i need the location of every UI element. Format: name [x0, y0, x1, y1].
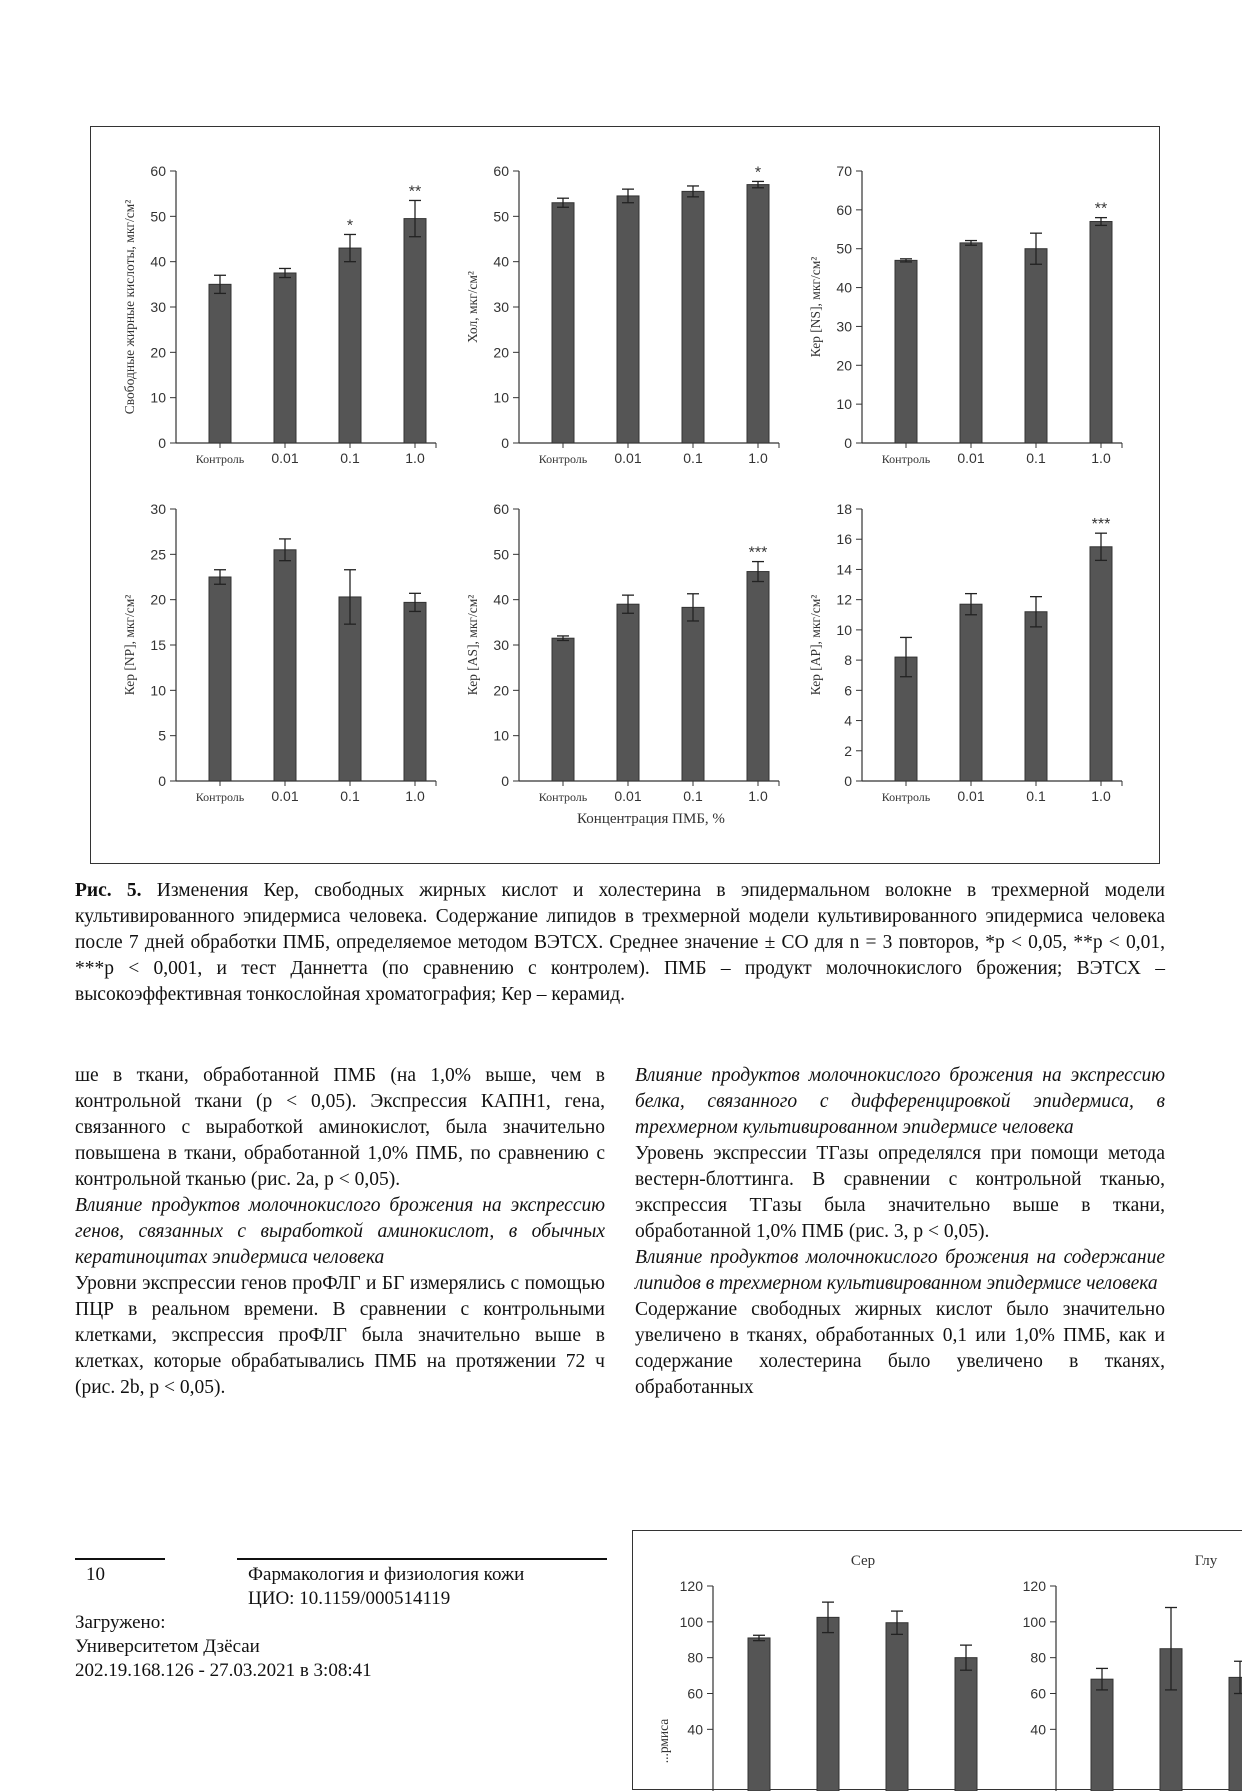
bar [960, 243, 982, 443]
chart-1 [122, 163, 436, 466]
y-tick-label: 14 [836, 561, 852, 578]
bar [274, 550, 296, 781]
bar [209, 284, 231, 443]
bar [747, 572, 769, 781]
bar [895, 260, 917, 443]
figure-5-panel [90, 126, 1160, 864]
y-tick-label: 30 [493, 299, 509, 315]
bar [617, 604, 639, 781]
chart-6 [808, 501, 1122, 804]
y-tick-label: 40 [493, 253, 509, 270]
page-number: 10 [86, 1564, 105, 1585]
y-axis-label: ...рмиса [656, 1718, 671, 1764]
significance-label: ** [408, 183, 422, 201]
x-tick-label: 0.01 [614, 450, 642, 466]
chart-3 [808, 163, 1122, 466]
y-tick-label: 5 [158, 727, 166, 744]
y-tick-label: 40 [687, 1721, 703, 1738]
right-section-heading-1: Влияние продуктов молочнокислого брожения на экспрессию белка, связанного с дифференцировкой эпидермиса, в трехмерном культивированном эпидермисе человека [635, 1065, 1165, 1138]
x-tick-label: 1.0 [405, 450, 425, 466]
figure-5-charts [91, 127, 1161, 865]
x-tick-label: Контроль [538, 452, 588, 466]
y-tick-label: 30 [836, 318, 852, 335]
bar [617, 196, 639, 443]
x-tick-label: Контроль [881, 452, 931, 466]
significance-label: *** [1091, 516, 1111, 534]
y-axis-label: Свободные жирные кислоты, мкг/см² [122, 199, 137, 415]
downloaded-info: 202.19.168.126 - 27.03.2021 в 3:08:41 [75, 1660, 372, 1681]
y-tick-label: 20 [493, 344, 509, 361]
y-tick-label: 20 [836, 357, 852, 374]
y-tick-label: 0 [158, 435, 166, 451]
x-tick-label: 0.1 [340, 450, 360, 466]
bar [274, 273, 296, 443]
right-section-heading-2: Влияние продуктов молочнокислого брожения на содержание липидов в трехмерном культивированном эпидермисе человека [635, 1247, 1165, 1294]
journal-name: Фармакология и физиология кожи [248, 1564, 525, 1585]
figure-caption [75, 878, 1165, 1008]
y-tick-label: 80 [1030, 1649, 1046, 1666]
chart-4 [122, 501, 436, 804]
y-tick-label: 60 [1030, 1685, 1046, 1702]
bar [1025, 249, 1047, 443]
bar [1090, 222, 1112, 443]
bar [747, 185, 769, 443]
y-tick-label: 10 [836, 396, 852, 413]
y-tick-label: 60 [836, 201, 852, 218]
y-tick-label: 60 [687, 1685, 703, 1702]
significance-label: * [754, 164, 762, 182]
next-figure-panel [632, 1530, 1242, 1790]
y-tick-label: 50 [836, 240, 852, 257]
y-tick-label: 8 [844, 652, 852, 669]
bar [552, 638, 574, 781]
bar [1091, 1679, 1113, 1791]
x-tick-label: 0.1 [683, 788, 703, 804]
significance-label: * [346, 217, 354, 235]
y-tick-label: 40 [150, 253, 166, 270]
y-tick-label: 40 [493, 591, 509, 608]
x-tick-label: Контроль [538, 790, 588, 804]
x-tick-label: 0.01 [957, 788, 985, 804]
y-tick-label: 10 [150, 389, 166, 406]
bar [552, 203, 574, 443]
y-axis-label: Хол, мкг/см² [465, 271, 480, 343]
y-axis-label: Кер [AS], мкг/см² [465, 594, 480, 696]
x-tick-label: 0.01 [957, 450, 985, 466]
y-tick-label: 16 [836, 531, 852, 548]
x-tick-label: Контроль [881, 790, 931, 804]
x-tick-label: 1.0 [748, 788, 768, 804]
y-tick-label: 120 [679, 1578, 703, 1594]
bar [339, 248, 361, 443]
y-tick-label: 120 [1022, 1578, 1046, 1594]
y-tick-label: 10 [493, 389, 509, 406]
y-axis-label: Кер [NP], мкг/см² [122, 594, 137, 696]
left-column [75, 1063, 605, 1401]
bar [209, 577, 231, 781]
y-tick-label: 40 [1030, 1721, 1046, 1738]
y-tick-label: 50 [493, 208, 509, 225]
y-tick-label: 18 [836, 501, 852, 517]
y-tick-label: 100 [1022, 1613, 1046, 1630]
y-tick-label: 6 [844, 682, 852, 699]
bar [1025, 612, 1047, 781]
y-tick-label: 60 [493, 163, 509, 179]
y-tick-label: 60 [150, 163, 166, 179]
doi: ЦИО: 10.1159/000514119 [248, 1588, 451, 1609]
y-tick-label: 0 [501, 773, 509, 789]
y-tick-label: 50 [493, 546, 509, 563]
y-axis-label: Кер [NS], мкг/см² [808, 256, 823, 358]
x-tick-label: 0.1 [1026, 788, 1046, 804]
significance-label: ** [1094, 200, 1108, 218]
y-tick-label: 80 [687, 1649, 703, 1666]
left-section-heading: Влияние продуктов молочнокислого брожения на экспрессию генов, связанных с выработкой аминокислот, в обычных кератиноцитах эпидермиса человека [75, 1195, 605, 1268]
y-tick-label: 10 [836, 621, 852, 638]
x-tick-label: Контроль [195, 452, 245, 466]
next-chart-1 [656, 1553, 977, 1791]
caption-text: Изменения Кер, свободных жирных кислот и холестерина в эпидермальном волокне в трехмерной модели культивированного эпидермиса человека. Содержание липидов в трехмерной модели культивированного эпидермиса человека после 7 дней обработки ПМБ, определяемое методом ВЭТСХ. Среднее значение ± СО для n = 3 повторов, *p < 0,05, **p < 0,01, ***p < 0,001, и тест Даннетта (по сравнению с контролем). ПМБ – продукт молочнокислого брожения; ВЭТСХ – высокоэффективная тонкослойная хроматография; Кер – керамид. [75, 880, 1165, 1005]
y-tick-label: 12 [836, 591, 852, 608]
y-tick-label: 2 [844, 742, 852, 759]
x-axis-title: Концентрация ПМБ, % [577, 811, 725, 827]
x-tick-label: 1.0 [405, 788, 425, 804]
y-tick-label: 15 [150, 637, 166, 653]
chart-5 [465, 501, 779, 804]
x-tick-label: 1.0 [1091, 788, 1111, 804]
significance-label: *** [748, 544, 768, 562]
bar [955, 1658, 977, 1791]
y-axis-label: Кер [AP], мкг/см² [808, 594, 823, 696]
bar [960, 604, 982, 781]
y-tick-label: 30 [493, 637, 509, 653]
bar [886, 1623, 908, 1791]
x-tick-label: 0.1 [1026, 450, 1046, 466]
y-tick-label: 25 [150, 546, 166, 563]
footer-rule-left [75, 1558, 165, 1560]
x-tick-label: 0.1 [340, 788, 360, 804]
bar [404, 602, 426, 781]
y-tick-label: 4 [844, 712, 852, 729]
x-tick-label: Контроль [195, 790, 245, 804]
footer-rule-right [237, 1558, 607, 1560]
y-tick-label: 10 [150, 682, 166, 699]
y-tick-label: 0 [844, 435, 852, 451]
bar [1090, 547, 1112, 781]
bar [682, 191, 704, 443]
right-column [635, 1063, 1165, 1401]
y-tick-label: 50 [150, 208, 166, 225]
right-paragraph-2: Содержание свободных жирных кислот было значительно увеличено в тканях, обработанных 0,1 или 1,0% ПМБ, как и содержание холестерина было увеличено в тканях, обработанных [635, 1299, 1165, 1398]
bar [1229, 1677, 1242, 1791]
y-tick-label: 20 [493, 682, 509, 699]
bar [748, 1638, 770, 1791]
x-tick-label: 0.01 [271, 788, 299, 804]
downloaded-by: Университетом Дзёсаи [75, 1636, 260, 1657]
next-chart-2 [1023, 1553, 1242, 1791]
caption-label: Рис. 5. [75, 880, 142, 901]
y-tick-label: 0 [158, 773, 166, 789]
downloaded-label: Загружено: [75, 1612, 166, 1633]
x-tick-label: 0.01 [614, 788, 642, 804]
y-tick-label: 0 [844, 773, 852, 789]
left-paragraph-1: ше в ткани, обработанной ПМБ (на 1,0% выше, чем в контрольной ткани (p < 0,05). Экспрессия КАПН1, гена, связанного с выработкой аминокислот, была значительно повышена в ткани, обработанной 1,0% ПМБ, по сравнению с контрольной тканью (рис. 2a, p < 0,05). [75, 1065, 605, 1190]
y-tick-label: 70 [836, 163, 852, 179]
chart-title: Сер [850, 1553, 876, 1569]
chart-title: Глу [1194, 1553, 1218, 1569]
right-paragraph-1: Уровень экспрессии ТГазы определялся при помощи метода вестерн-блоттинга. В сравнении с контрольной тканью, экспрессия ТГазы была значительно выше в ткани, обработанной 1,0% ПМБ (рис. 3, p < 0,05). [635, 1143, 1165, 1242]
bar [404, 219, 426, 443]
y-tick-label: 30 [150, 501, 166, 517]
bar [682, 607, 704, 781]
y-tick-label: 60 [493, 501, 509, 517]
x-tick-label: 1.0 [1091, 450, 1111, 466]
y-tick-label: 30 [150, 299, 166, 315]
y-tick-label: 0 [501, 435, 509, 451]
x-tick-label: 1.0 [748, 450, 768, 466]
x-tick-label: 0.01 [271, 450, 299, 466]
x-tick-label: 0.1 [683, 450, 703, 466]
next-figure-charts [633, 1531, 1242, 1791]
chart-2 [465, 163, 779, 466]
y-tick-label: 20 [150, 591, 166, 608]
y-tick-label: 100 [679, 1613, 703, 1630]
y-tick-label: 10 [493, 727, 509, 744]
y-tick-label: 20 [150, 344, 166, 361]
y-tick-label: 40 [836, 279, 852, 296]
bar [817, 1617, 839, 1791]
left-paragraph-2: Уровни экспрессии генов проФЛГ и БГ измерялись с помощью ПЦР в реальном времени. В сравнении с контрольными клетками, экспрессия проФЛГ была значительно выше в клетках, которые обрабатывались ПМБ на протяжении 72 ч (рис. 2b, p < 0,05). [75, 1273, 605, 1398]
